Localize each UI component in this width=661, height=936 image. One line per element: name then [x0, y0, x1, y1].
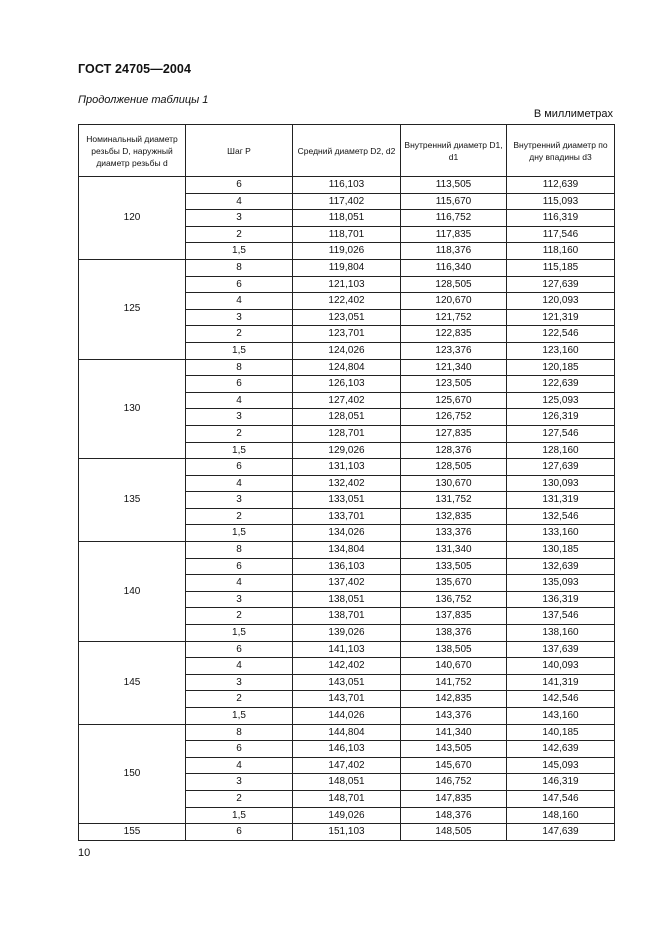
thread-dimensions-table [78, 124, 615, 841]
pitch-cell: 2 [186, 608, 293, 625]
root-diameter-cell: 142,639 [507, 741, 615, 758]
mean-diameter-cell: 131,103 [293, 459, 401, 476]
pitch-cell: 8 [186, 724, 293, 741]
minor-diameter-cell: 138,505 [401, 641, 507, 658]
mean-diameter-cell: 123,701 [293, 326, 401, 343]
mean-diameter-cell: 132,402 [293, 475, 401, 492]
mean-diameter-cell: 138,051 [293, 591, 401, 608]
nominal-diameter-cell: 140 [79, 542, 186, 642]
pitch-cell: 3 [186, 492, 293, 509]
mean-diameter-cell: 139,026 [293, 625, 401, 642]
mean-diameter-cell: 151,103 [293, 824, 401, 841]
pitch-cell: 2 [186, 425, 293, 442]
table-row [79, 459, 615, 476]
table-row [79, 724, 615, 741]
mean-diameter-cell: 143,051 [293, 674, 401, 691]
mean-diameter-cell: 129,026 [293, 442, 401, 459]
root-diameter-cell: 115,185 [507, 259, 615, 276]
minor-diameter-cell: 125,670 [401, 392, 507, 409]
minor-diameter-cell: 146,752 [401, 774, 507, 791]
mean-diameter-cell: 121,103 [293, 276, 401, 293]
pitch-cell: 2 [186, 508, 293, 525]
mean-diameter-cell: 148,051 [293, 774, 401, 791]
table-row [79, 359, 615, 376]
minor-diameter-cell: 128,505 [401, 459, 507, 476]
pitch-cell: 6 [186, 824, 293, 841]
root-diameter-cell: 121,319 [507, 309, 615, 326]
minor-diameter-cell: 123,505 [401, 376, 507, 393]
mean-diameter-cell: 148,701 [293, 790, 401, 807]
pitch-cell: 6 [186, 459, 293, 476]
mean-diameter-cell: 136,103 [293, 558, 401, 575]
table-row [79, 542, 615, 559]
mean-diameter-cell: 118,701 [293, 226, 401, 243]
pitch-cell: 1,5 [186, 342, 293, 359]
root-diameter-cell: 125,093 [507, 392, 615, 409]
pitch-cell: 4 [186, 475, 293, 492]
pitch-cell: 3 [186, 591, 293, 608]
root-diameter-cell: 133,160 [507, 525, 615, 542]
mean-diameter-cell: 149,026 [293, 807, 401, 824]
minor-diameter-cell: 132,835 [401, 508, 507, 525]
mean-diameter-cell: 141,103 [293, 641, 401, 658]
minor-diameter-cell: 136,752 [401, 591, 507, 608]
root-diameter-cell: 130,185 [507, 542, 615, 559]
pitch-cell: 4 [186, 575, 293, 592]
root-diameter-cell: 127,639 [507, 459, 615, 476]
root-diameter-cell: 123,160 [507, 342, 615, 359]
mean-diameter-cell: 134,026 [293, 525, 401, 542]
header-pitch: Шаг P [186, 125, 293, 177]
units-label: В миллиметрах [533, 108, 613, 120]
table-row [79, 177, 615, 194]
document-header: ГОСТ 24705—2004 [78, 62, 192, 76]
mean-diameter-cell: 128,701 [293, 425, 401, 442]
pitch-cell: 2 [186, 691, 293, 708]
minor-diameter-cell: 131,752 [401, 492, 507, 509]
root-diameter-cell: 135,093 [507, 575, 615, 592]
minor-diameter-cell: 116,340 [401, 259, 507, 276]
root-diameter-cell: 127,546 [507, 425, 615, 442]
mean-diameter-cell: 116,103 [293, 177, 401, 194]
page-number: 10 [78, 847, 91, 859]
nominal-diameter-cell: 155 [79, 824, 186, 841]
minor-diameter-cell: 128,376 [401, 442, 507, 459]
pitch-cell: 1,5 [186, 625, 293, 642]
mean-diameter-cell: 128,051 [293, 409, 401, 426]
pitch-cell: 2 [186, 326, 293, 343]
nominal-diameter-cell: 145 [79, 641, 186, 724]
minor-diameter-cell: 137,835 [401, 608, 507, 625]
minor-diameter-cell: 122,835 [401, 326, 507, 343]
root-diameter-cell: 116,319 [507, 210, 615, 227]
root-diameter-cell: 145,093 [507, 757, 615, 774]
minor-diameter-cell: 145,670 [401, 757, 507, 774]
table-body [79, 177, 615, 841]
pitch-cell: 2 [186, 790, 293, 807]
header-minor-diameter: Внутренний диаметр D1, d1 [401, 125, 507, 177]
pitch-cell: 2 [186, 226, 293, 243]
table-row [79, 641, 615, 658]
minor-diameter-cell: 130,670 [401, 475, 507, 492]
header-nominal-diameter: Номинальный диаметр резьбы D, наружный диаметр резьбы d [79, 125, 186, 177]
pitch-cell: 6 [186, 558, 293, 575]
root-diameter-cell: 126,319 [507, 409, 615, 426]
root-diameter-cell: 115,093 [507, 193, 615, 210]
root-diameter-cell: 137,639 [507, 641, 615, 658]
minor-diameter-cell: 121,752 [401, 309, 507, 326]
mean-diameter-cell: 142,402 [293, 658, 401, 675]
minor-diameter-cell: 115,670 [401, 193, 507, 210]
pitch-cell: 1,5 [186, 708, 293, 725]
table-row [79, 824, 615, 841]
mean-diameter-cell: 124,804 [293, 359, 401, 376]
pitch-cell: 1,5 [186, 243, 293, 260]
minor-diameter-cell: 123,376 [401, 342, 507, 359]
minor-diameter-cell: 142,835 [401, 691, 507, 708]
root-diameter-cell: 142,546 [507, 691, 615, 708]
pitch-cell: 3 [186, 210, 293, 227]
minor-diameter-cell: 126,752 [401, 409, 507, 426]
pitch-cell: 4 [186, 392, 293, 409]
minor-diameter-cell: 120,670 [401, 293, 507, 310]
mean-diameter-cell: 146,103 [293, 741, 401, 758]
mean-diameter-cell: 133,051 [293, 492, 401, 509]
root-diameter-cell: 132,546 [507, 508, 615, 525]
root-diameter-cell: 147,639 [507, 824, 615, 841]
mean-diameter-cell: 119,026 [293, 243, 401, 260]
pitch-cell: 3 [186, 774, 293, 791]
header-root-diameter: Внутренний диаметр по дну впадины d3 [507, 125, 615, 177]
pitch-cell: 3 [186, 309, 293, 326]
header-mean-diameter: Средний диаметр D2, d2 [293, 125, 401, 177]
root-diameter-cell: 140,093 [507, 658, 615, 675]
pitch-cell: 8 [186, 359, 293, 376]
root-diameter-cell: 122,639 [507, 376, 615, 393]
mean-diameter-cell: 123,051 [293, 309, 401, 326]
nominal-diameter-cell: 150 [79, 724, 186, 824]
root-diameter-cell: 120,093 [507, 293, 615, 310]
pitch-cell: 1,5 [186, 525, 293, 542]
pitch-cell: 6 [186, 641, 293, 658]
mean-diameter-cell: 138,701 [293, 608, 401, 625]
table-row [79, 259, 615, 276]
mean-diameter-cell: 137,402 [293, 575, 401, 592]
mean-diameter-cell: 124,026 [293, 342, 401, 359]
root-diameter-cell: 128,160 [507, 442, 615, 459]
minor-diameter-cell: 133,376 [401, 525, 507, 542]
minor-diameter-cell: 141,752 [401, 674, 507, 691]
root-diameter-cell: 127,639 [507, 276, 615, 293]
minor-diameter-cell: 113,505 [401, 177, 507, 194]
mean-diameter-cell: 127,402 [293, 392, 401, 409]
nominal-diameter-cell: 135 [79, 459, 186, 542]
root-diameter-cell: 131,319 [507, 492, 615, 509]
nominal-diameter-cell: 120 [79, 177, 186, 260]
nominal-diameter-cell: 130 [79, 359, 186, 459]
mean-diameter-cell: 119,804 [293, 259, 401, 276]
root-diameter-cell: 130,093 [507, 475, 615, 492]
mean-diameter-cell: 117,402 [293, 193, 401, 210]
minor-diameter-cell: 135,670 [401, 575, 507, 592]
mean-diameter-cell: 134,804 [293, 542, 401, 559]
root-diameter-cell: 137,546 [507, 608, 615, 625]
mean-diameter-cell: 143,701 [293, 691, 401, 708]
root-diameter-cell: 132,639 [507, 558, 615, 575]
pitch-cell: 6 [186, 276, 293, 293]
mean-diameter-cell: 144,026 [293, 708, 401, 725]
root-diameter-cell: 118,160 [507, 243, 615, 260]
table-caption: Продолжение таблицы 1 [78, 94, 209, 106]
root-diameter-cell: 122,546 [507, 326, 615, 343]
root-diameter-cell: 120,185 [507, 359, 615, 376]
pitch-cell: 8 [186, 259, 293, 276]
minor-diameter-cell: 131,340 [401, 542, 507, 559]
minor-diameter-cell: 148,505 [401, 824, 507, 841]
minor-diameter-cell: 140,670 [401, 658, 507, 675]
minor-diameter-cell: 141,340 [401, 724, 507, 741]
mean-diameter-cell: 147,402 [293, 757, 401, 774]
mean-diameter-cell: 118,051 [293, 210, 401, 227]
root-diameter-cell: 146,319 [507, 774, 615, 791]
root-diameter-cell: 117,546 [507, 226, 615, 243]
pitch-cell: 4 [186, 757, 293, 774]
pitch-cell: 8 [186, 542, 293, 559]
root-diameter-cell: 140,185 [507, 724, 615, 741]
table-header-row [79, 125, 615, 177]
minor-diameter-cell: 117,835 [401, 226, 507, 243]
pitch-cell: 4 [186, 193, 293, 210]
root-diameter-cell: 141,319 [507, 674, 615, 691]
minor-diameter-cell: 147,835 [401, 790, 507, 807]
minor-diameter-cell: 121,340 [401, 359, 507, 376]
minor-diameter-cell: 143,376 [401, 708, 507, 725]
pitch-cell: 1,5 [186, 807, 293, 824]
root-diameter-cell: 143,160 [507, 708, 615, 725]
minor-diameter-cell: 116,752 [401, 210, 507, 227]
pitch-cell: 4 [186, 293, 293, 310]
minor-diameter-cell: 128,505 [401, 276, 507, 293]
minor-diameter-cell: 118,376 [401, 243, 507, 260]
mean-diameter-cell: 122,402 [293, 293, 401, 310]
minor-diameter-cell: 138,376 [401, 625, 507, 642]
minor-diameter-cell: 143,505 [401, 741, 507, 758]
minor-diameter-cell: 133,505 [401, 558, 507, 575]
minor-diameter-cell: 148,376 [401, 807, 507, 824]
pitch-cell: 6 [186, 376, 293, 393]
pitch-cell: 6 [186, 177, 293, 194]
root-diameter-cell: 148,160 [507, 807, 615, 824]
mean-diameter-cell: 133,701 [293, 508, 401, 525]
mean-diameter-cell: 126,103 [293, 376, 401, 393]
root-diameter-cell: 147,546 [507, 790, 615, 807]
pitch-cell: 3 [186, 674, 293, 691]
root-diameter-cell: 138,160 [507, 625, 615, 642]
pitch-cell: 1,5 [186, 442, 293, 459]
root-diameter-cell: 136,319 [507, 591, 615, 608]
pitch-cell: 6 [186, 741, 293, 758]
root-diameter-cell: 112,639 [507, 177, 615, 194]
nominal-diameter-cell: 125 [79, 259, 186, 359]
mean-diameter-cell: 144,804 [293, 724, 401, 741]
pitch-cell: 3 [186, 409, 293, 426]
minor-diameter-cell: 127,835 [401, 425, 507, 442]
pitch-cell: 4 [186, 658, 293, 675]
